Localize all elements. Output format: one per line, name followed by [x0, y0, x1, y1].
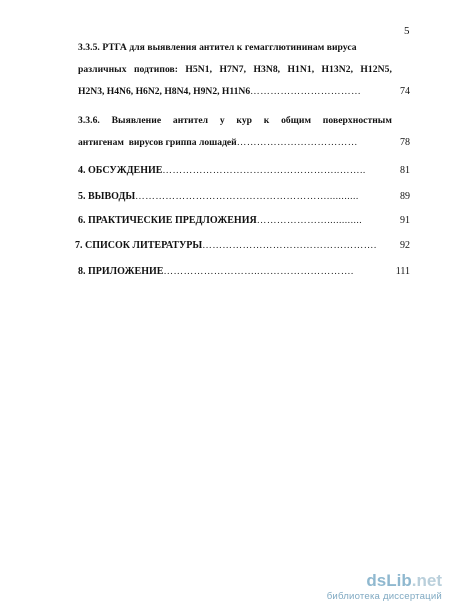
toc-entry-3-3-6-line1: [78, 115, 392, 126]
toc-entry-label: 5. ВЫВОДЫ: [78, 191, 136, 202]
dot-leader: ……………………………: [250, 86, 362, 97]
dot-leader: …………………............: [256, 215, 363, 226]
toc-word: у: [219, 115, 225, 126]
dot-leader: ……………………………………………..……..: [162, 165, 366, 176]
toc-word: подтипов:: [133, 64, 179, 75]
toc-entry-3-3-5-line2: [78, 64, 392, 75]
toc-word: Выявление: [111, 115, 162, 126]
toc-word: H3N8,: [253, 64, 281, 75]
toc-entry-discussion[interactable]: [78, 165, 410, 176]
logo-suffix-text: .net: [411, 571, 442, 590]
toc-entry-practical-proposals[interactable]: [78, 215, 410, 226]
toc-page-number: 78: [400, 137, 410, 148]
toc-entry-3-3-5-line1: 3.3.5. РТГА для выявления антител к гемагглютининам вируса: [78, 42, 357, 53]
toc-entry-3-3-5-line3[interactable]: [78, 86, 410, 97]
toc-page-number: 91: [400, 215, 410, 226]
toc-word: H12N5,: [360, 64, 392, 75]
toc-page-number: 111: [395, 266, 410, 277]
dot-leader: ………………………..……………………….: [163, 266, 354, 277]
toc-entry-references[interactable]: [75, 240, 410, 251]
toc-entry-label: 4. ОБСУЖДЕНИЕ: [78, 165, 163, 176]
toc-word: общим: [281, 115, 312, 126]
toc-entry-label: 7. СПИСОК ЛИТЕРАТУРЫ: [75, 240, 203, 251]
site-watermark[interactable]: [300, 571, 442, 603]
dot-leader: …………………………………………………...........: [135, 191, 359, 202]
toc-page-number: 89: [400, 191, 410, 202]
site-logo: [300, 571, 442, 591]
dot-leader: ………………………………: [236, 137, 358, 148]
toc-word: антител: [172, 115, 209, 126]
logo-main-text: dsLib: [366, 571, 412, 590]
toc-word: H7N7,: [219, 64, 247, 75]
toc-page-number: 74: [400, 86, 410, 97]
toc-entry-label: H2N3, H4N6, H6N2, H8N4, H9N2, H11N6: [78, 86, 251, 97]
toc-word: поверхностным: [322, 115, 392, 126]
toc-word: H13N2,: [321, 64, 354, 75]
toc-page-number: 92: [400, 240, 410, 251]
page-number: 5: [404, 25, 410, 37]
toc-word: 3.3.6.: [78, 115, 100, 126]
toc-entry-label: антигенам вирусов гриппа лошадей: [78, 137, 237, 148]
toc-word: к: [263, 115, 270, 126]
toc-entry-appendix[interactable]: [78, 266, 410, 277]
toc-page-number: 81: [400, 165, 410, 176]
toc-entry-3-3-6-line2[interactable]: [78, 137, 410, 148]
toc-word: H1N1,: [287, 64, 315, 75]
toc-entry-label: 6. ПРАКТИЧЕСКИЕ ПРЕДЛОЖЕНИЯ: [78, 215, 257, 226]
toc-word: H5N1,: [185, 64, 213, 75]
toc-word: различных: [78, 64, 127, 75]
toc-entry-conclusions[interactable]: [78, 191, 410, 202]
site-tagline: библиотека диссертаций: [326, 591, 442, 602]
toc-word: кур: [236, 115, 253, 126]
toc-entry-label: 8. ПРИЛОЖЕНИЕ: [78, 266, 164, 277]
dot-leader: …………………………………………….: [202, 240, 377, 251]
